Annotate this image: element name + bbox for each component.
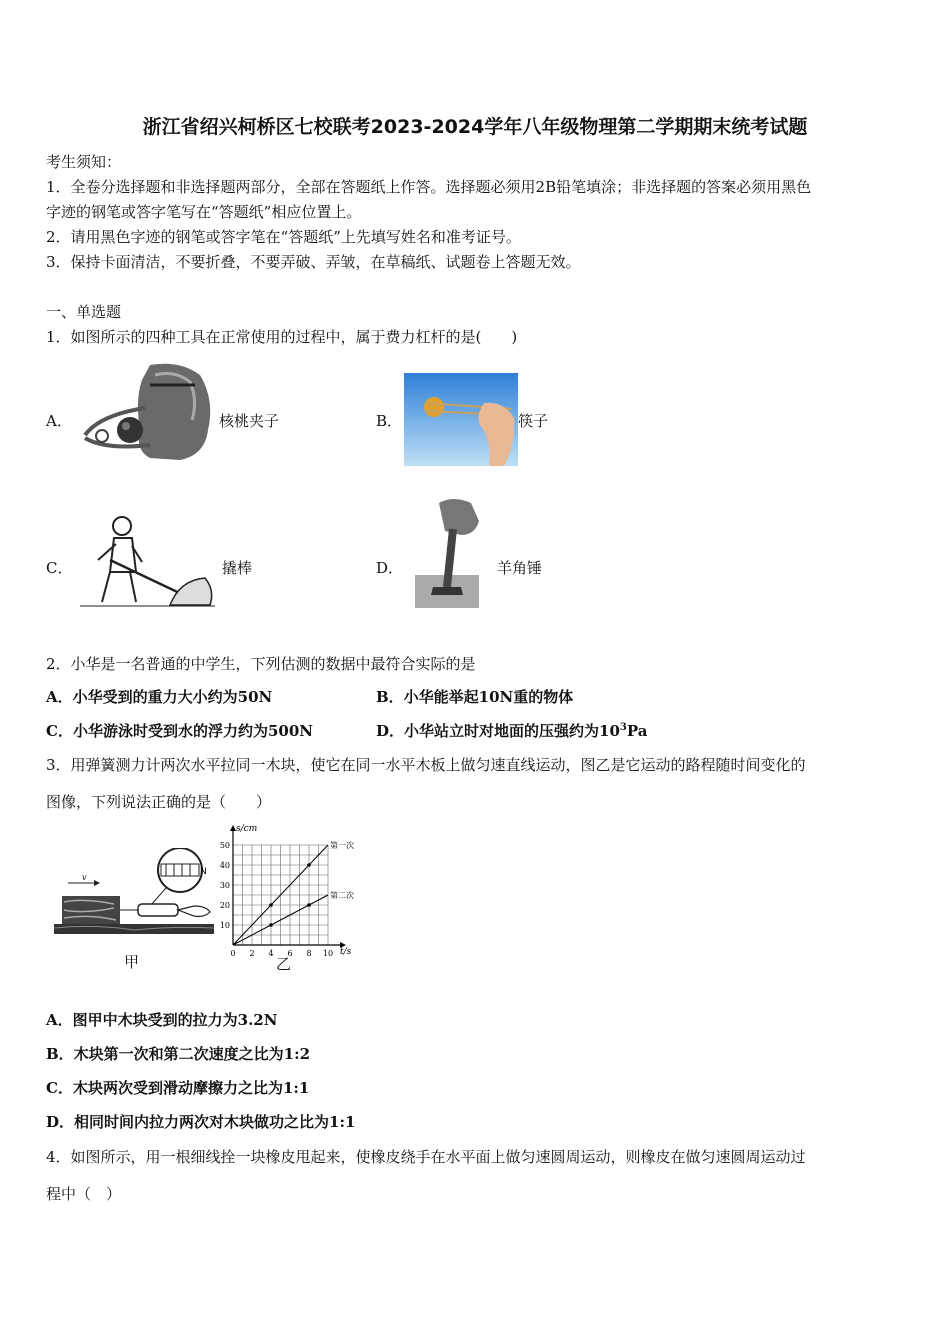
q3-stem-line-2: 图像，下列说法正确的是（ ）: [46, 793, 272, 811]
svg-text:N: N: [200, 867, 207, 877]
notice-line-1: 1．全卷分选择题和非选择题两部分，全部在答题纸上作答。选择题必须用2B铅笔填涂；非选择题的答案必须用黑色: [46, 178, 812, 196]
q2-option-d-text: D．小华站立时对地面的压强约为10: [376, 722, 620, 740]
notice-line-4: 3．保持卡面清洁，不要折叠，不要弄破、弄皱，在草稿纸、试题卷上答题无效。: [46, 253, 581, 271]
q3-option-d: D．相同时间内拉力两次对木块做功之比为1:1: [46, 1113, 356, 1131]
q1-option-b-label: 筷子: [518, 412, 549, 430]
q4-stem-line-1: 4．如图所示，用一根细线拴一块橡皮甩起来，使橡皮绕手在水平面上做匀速圆周运动，则橡皮在做匀速圆周运动过: [46, 1148, 806, 1166]
figure-jia-label: 甲: [124, 953, 140, 971]
q2-option-d: [376, 721, 647, 741]
x-tick-label: 4: [268, 949, 274, 958]
q2-stem: 2．小华是一名普通的中学生，下列估测的数据中最符合实际的是: [46, 655, 476, 673]
y-tick-label: 10: [219, 921, 230, 930]
chopsticks-image: [404, 373, 518, 466]
spring-scale-figure: [54, 848, 214, 938]
claw-hammer-image: [413, 495, 493, 610]
q3-option-b: B．木块第一次和第二次速度之比为1:2: [46, 1045, 311, 1063]
q2-option-d-unit: Pa: [626, 722, 648, 740]
q2-option-d-exponent: 3: [619, 722, 627, 733]
crowbar-image: [80, 510, 215, 608]
x-tick-label: 6: [287, 949, 293, 958]
data-point: [269, 903, 273, 907]
notice-line-3: 2．请用黑色字迹的钢笔或答字笔在“答题纸”上先填写姓名和准考证号。: [46, 228, 521, 246]
q1-option-a-label: 核桃夹子: [219, 412, 280, 430]
y-axis-label: s/cm: [236, 824, 258, 834]
q3-option-a: A．图甲中木块受到的拉力为3.2N: [46, 1011, 278, 1029]
distance-time-chart: [218, 820, 368, 960]
q3-option-c: C．木块两次受到滑动摩擦力之比为1:1: [46, 1079, 310, 1097]
data-point: [269, 923, 273, 927]
notice-heading: 考生须知：: [46, 153, 122, 171]
q1-option-d-letter: D．: [376, 559, 404, 577]
data-point: [307, 863, 311, 867]
q1-option-b-letter: B．: [376, 412, 403, 430]
x-tick-label: 0: [230, 949, 236, 958]
series-label-1: 第一次: [330, 841, 354, 850]
x-tick-label: 8: [306, 949, 312, 958]
y-tick-label: 40: [219, 861, 230, 870]
x-axis-label: t/s: [340, 947, 352, 957]
figure-yi-label: 乙: [276, 955, 292, 973]
q1-option-d-label: 羊角锤: [497, 559, 543, 577]
q1-stem: 1．如图所示的四种工具在正常使用的过程中，属于费力杠杆的是( ): [46, 328, 518, 346]
y-tick-label: 30: [219, 881, 230, 890]
data-point: [307, 903, 311, 907]
q1-option-c-label: 撬棒: [222, 559, 253, 577]
nutcracker-image: [80, 360, 220, 465]
notice-line-2: 字迹的钢笔或答字笔写在“答题纸”相应位置上。: [46, 203, 362, 221]
page-title: 浙江省绍兴柯桥区七校联考2023-2024学年八年级物理第二学期期末统考试题: [142, 116, 808, 138]
q4-stem-line-2: 程中（ ）: [46, 1185, 122, 1203]
q1-option-a-letter: A．: [46, 412, 72, 430]
svg-text:v: v: [82, 873, 87, 882]
x-tick-label: 10: [322, 949, 334, 958]
y-tick-label: 50: [219, 841, 230, 850]
q3-stem-line-1: 3．用弹簧测力计两次水平拉同一木块，使它在同一水平木板上做匀速直线运动，图乙是它运动的路程随时间变化的: [46, 756, 806, 774]
q2-option-b: B．小华能举起10N重的物体: [376, 688, 574, 706]
x-tick-label: 2: [249, 949, 255, 958]
q2-option-a: A．小华受到的重力大小约为50N: [46, 688, 273, 706]
q1-option-c-letter: C．: [46, 559, 73, 577]
section-heading: 一、单选题: [46, 303, 122, 321]
y-tick-label: 20: [219, 901, 230, 910]
series-label-2: 第二次: [330, 891, 354, 900]
q2-option-c: C．小华游泳时受到水的浮力约为500N: [46, 722, 313, 740]
